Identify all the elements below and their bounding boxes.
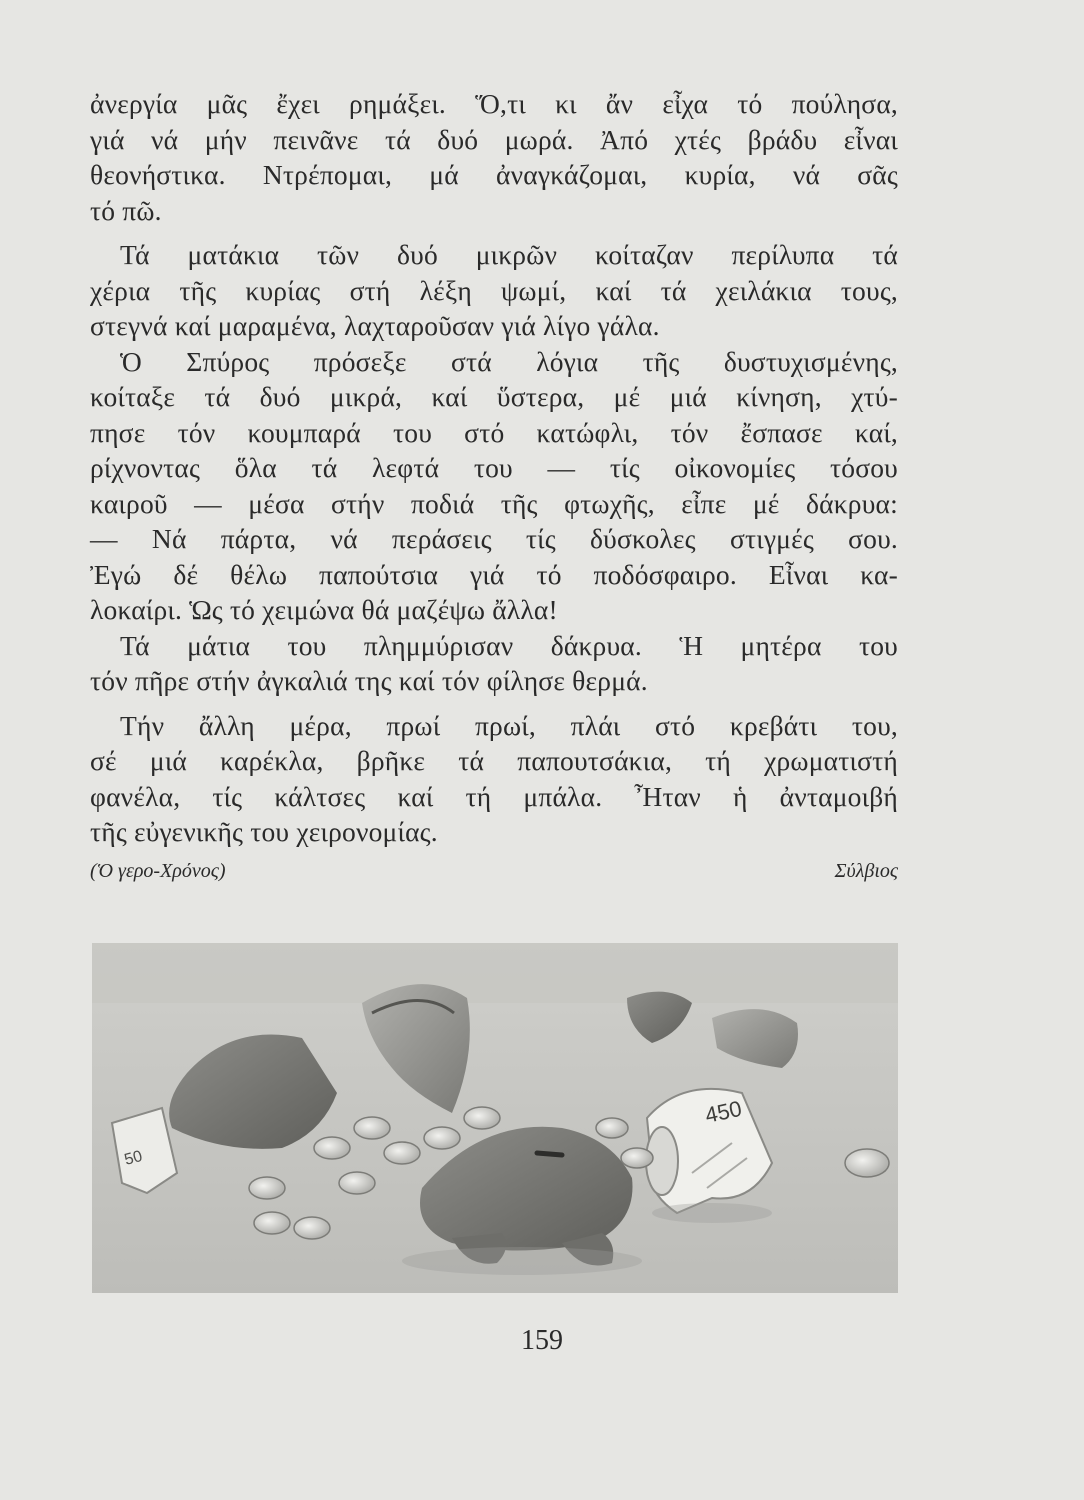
paragraph	[90, 86, 898, 228]
text-line: πησε τόν κουμπαρά του στό κατώφλι, τόν ἔσπασε καί,	[90, 416, 898, 448]
paragraph	[90, 521, 898, 628]
text-line: καιροῦ — μέσα στήν ποδιά τῆς φτωχῆς, εἶπε μέ δάκρυα:	[90, 487, 898, 519]
text-line: χέρια τῆς κυρίας στή λέξη ψωμί, καί τά χειλάκια τους,	[90, 274, 898, 306]
text-line: στεγνά καί μαραμένα, λαχταροῦσαν γιά λίγο γάλα.	[90, 310, 660, 341]
author-name: Σύλβιος	[834, 860, 898, 882]
svg-text:50: 50	[122, 1147, 145, 1169]
broken-piggy-bank-illustration	[92, 943, 898, 1293]
text-line: λοκαίρι. Ὡς τό χειμώνα θά μαζέψω ἄλλα!	[90, 594, 558, 625]
text-line: σέ μιά καρέκλα, βρῆκε τά παπουτσάκια, τή χρωματιστή	[90, 745, 898, 776]
text-line: τῆς εὐγενικῆς του χειρονομίας.	[90, 816, 438, 847]
text-line: — Νά πάρτα, νά περάσεις τίς δύσκολες στιγμές σου.	[90, 523, 898, 554]
text-line: ἀνεργία μᾶς ἔχει ρημάξει. Ὅ,τι κι ἄν εἶχα τό πούλησα,	[90, 88, 898, 119]
body-text	[90, 86, 898, 850]
text-line: Τά ματάκια τῶν δυό μικρῶν κοίταζαν περίλυπα τά	[120, 239, 898, 270]
text-line: ρίχνοντας ὅλα τά λεφτά του — τίς οἰκονομίες τόσου	[90, 452, 898, 483]
text-line: κοίταξε τά δυό μικρά, καί ὕστερα, μέ μιά κίνηση, χτύ-	[90, 381, 898, 412]
text-line: Ὁ Σπύρος πρόσεξε στά λόγια τῆς δυστυχισμένης,	[120, 345, 898, 377]
text-line: Τά μάτια του πλημμύρισαν δάκρυα. Ἡ μητέρα του	[120, 629, 898, 661]
text-line: Τήν ἄλλη μέρα, πρωί πρωί, πλάι στό κρεβάτι του,	[120, 709, 898, 741]
paragraph	[90, 344, 898, 522]
paragraph	[90, 237, 898, 344]
text-line: τό πῶ.	[90, 194, 162, 226]
credit-line	[90, 860, 898, 883]
text-line: τόν πῆρε στήν ἀγκαλιά της καί τόν φίλησε θερμά.	[90, 665, 648, 696]
text-line: θεονήστικα. Ντρέπομαι, μά ἀναγκάζομαι, κυρία, νά σᾶς	[90, 159, 898, 190]
page-number: 159	[521, 1325, 563, 1356]
source-title: (Ὁ γερο-Χρόνος)	[90, 860, 226, 882]
text-line: Ἐγώ δέ θέλω παπούτσια γιά τό ποδόσφαιρο. Εἶναι κα-	[90, 558, 898, 590]
text-line: γιά νά μήν πεινᾶνε τά δυό μωρά. Ἀπό χτές βράδυ εἶναι	[90, 123, 898, 155]
paragraph	[90, 708, 898, 850]
paragraph	[90, 628, 898, 699]
text-line: φανέλα, τίς κάλτσες καί τή μπάλα. Ἦταν ἡ ἀνταμοιβή	[90, 780, 898, 812]
svg-text:450: 450	[702, 1095, 744, 1128]
